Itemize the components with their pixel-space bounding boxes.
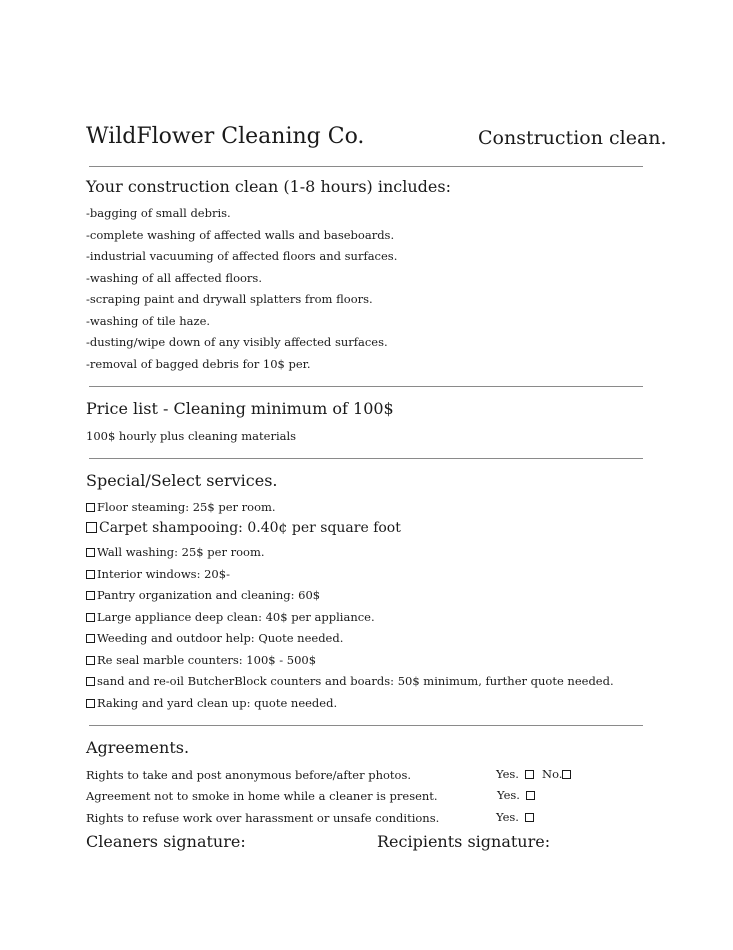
document-type: Construction clean. — [478, 127, 667, 149]
divider — [89, 458, 643, 459]
agreement-refuse-text: Rights to refuse work over harassment or unsafe conditions. — [86, 811, 440, 825]
checkbox-icon[interactable] — [86, 570, 95, 579]
service-label: Floor steaming: 25$ per room. — [97, 500, 276, 514]
service-item-raking[interactable] — [86, 696, 337, 710]
checkbox-icon[interactable] — [525, 813, 534, 822]
service-label: Pantry organization and cleaning: 60$ — [97, 588, 321, 602]
includes-item: -industrial vacuuming of affected floors and surfaces. — [86, 249, 398, 263]
includes-item: -dusting/wipe down of any visibly affected surfaces. — [86, 335, 388, 349]
price-list-heading: Price list - Cleaning minimum of 100$ — [86, 399, 394, 418]
includes-heading: Your construction clean (1-8 hours) includes: — [86, 177, 451, 196]
checkbox-icon[interactable] — [86, 656, 95, 665]
service-label: sand and re-oil ButcherBlock counters and boards: 50$ minimum, further quote needed. — [97, 674, 614, 688]
agreement-photos-text: Rights to take and post anonymous before/after photos. — [86, 768, 412, 782]
service-label: Re seal marble counters: 100$ - 500$ — [97, 653, 317, 667]
yes-label: Yes. — [496, 767, 519, 781]
includes-item: -washing of tile haze. — [86, 314, 211, 328]
service-item-butcherblock[interactable] — [86, 674, 614, 688]
includes-item: -scraping paint and drywall splatters from floors. — [86, 292, 373, 306]
service-item-carpet-shampooing[interactable] — [86, 520, 401, 536]
agreements-heading: Agreements. — [86, 738, 190, 757]
agreement-refuse-yes[interactable] — [496, 810, 536, 824]
divider — [89, 386, 643, 387]
checkbox-icon[interactable] — [86, 677, 95, 686]
checkbox-icon[interactable] — [86, 634, 95, 643]
company-name: WildFlower Cleaning Co. — [86, 124, 365, 149]
agreement-photos-no[interactable] — [542, 767, 573, 781]
service-label: Raking and yard clean up: quote needed. — [97, 696, 338, 710]
service-item-interior-windows[interactable] — [86, 567, 230, 581]
agreement-smoking-text: Agreement not to smoke in home while a cleaner is present. — [86, 789, 438, 803]
service-label: Wall washing: 25$ per room. — [97, 545, 265, 559]
checkbox-icon[interactable] — [562, 770, 571, 779]
service-label: Large appliance deep clean: 40$ per appliance. — [97, 610, 375, 624]
checkbox-icon[interactable] — [86, 548, 95, 557]
includes-item: -bagging of small debris. — [86, 206, 231, 220]
includes-item: -washing of all affected floors. — [86, 271, 262, 285]
agreement-smoking-yes[interactable] — [497, 788, 537, 802]
service-item-marble[interactable] — [86, 653, 316, 667]
no-label: No. — [542, 767, 563, 781]
checkbox-icon[interactable] — [86, 503, 95, 512]
divider — [89, 166, 643, 167]
checkbox-icon[interactable] — [525, 770, 534, 779]
service-label: Weeding and outdoor help: Quote needed. — [97, 631, 344, 645]
cleaner-signature-label: Cleaners signature: — [86, 832, 246, 851]
includes-item: -removal of bagged debris for 10$ per. — [86, 357, 311, 371]
yes-label: Yes. — [497, 788, 520, 802]
service-item-floor-steaming[interactable] — [86, 500, 276, 514]
recipient-signature-label: Recipients signature: — [377, 832, 551, 851]
agreement-photos-yes[interactable] — [496, 767, 536, 781]
yes-label: Yes. — [496, 810, 519, 824]
service-item-pantry[interactable] — [86, 588, 320, 602]
includes-item: -complete washing of affected walls and baseboards. — [86, 228, 395, 242]
checkbox-icon[interactable] — [86, 522, 97, 533]
service-item-weeding[interactable] — [86, 631, 343, 645]
service-item-appliance[interactable] — [86, 610, 375, 624]
price-list-rate: 100$ hourly plus cleaning materials — [86, 429, 297, 443]
checkbox-icon[interactable] — [86, 699, 95, 708]
checkbox-icon[interactable] — [86, 613, 95, 622]
divider — [89, 725, 643, 726]
checkbox-icon[interactable] — [526, 791, 535, 800]
service-label: Carpet shampooing: 0.40¢ per square foot — [99, 520, 401, 536]
service-label: Interior windows: 20$- — [97, 567, 230, 581]
special-heading: Special/Select services. — [86, 471, 278, 490]
service-item-wall-washing[interactable] — [86, 545, 265, 559]
checkbox-icon[interactable] — [86, 591, 95, 600]
